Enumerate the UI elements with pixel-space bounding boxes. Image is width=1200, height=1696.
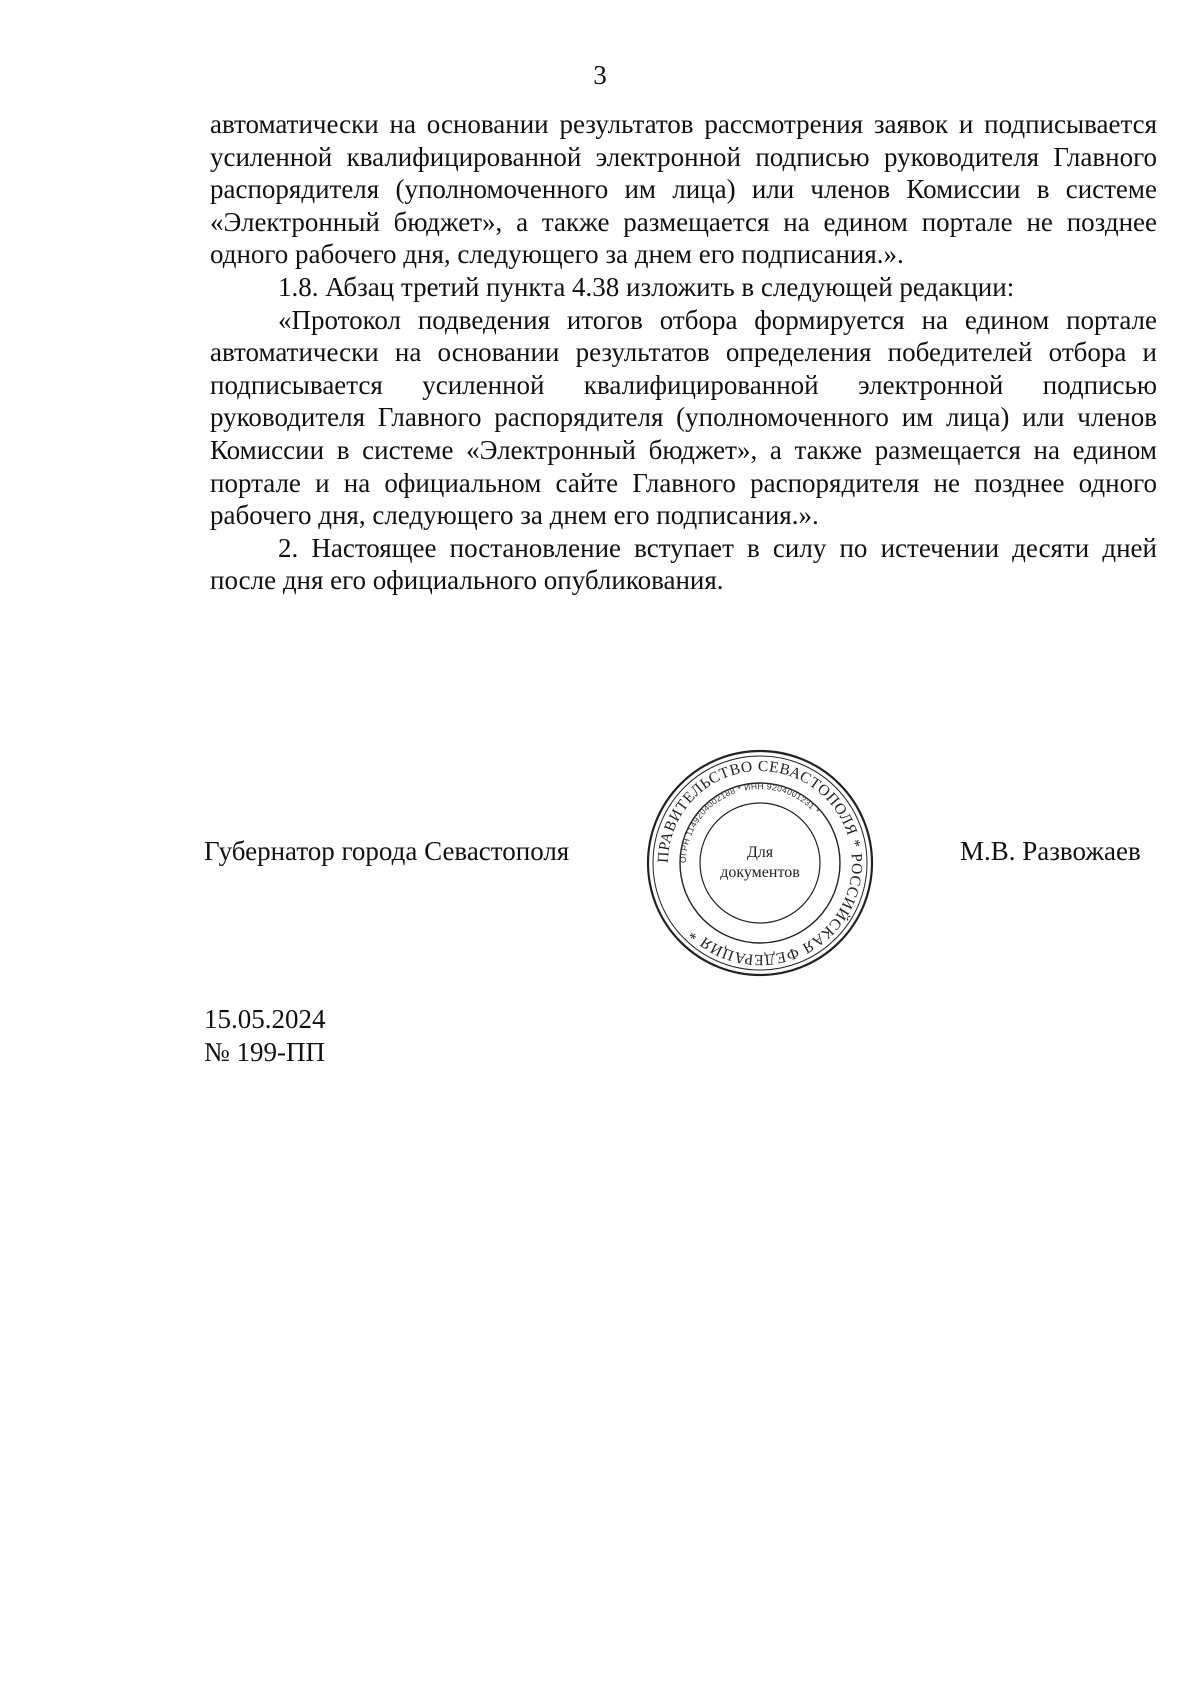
seal-center-line-1: Для bbox=[746, 844, 774, 861]
document-date: 15.05.2024 bbox=[204, 1004, 326, 1034]
seal-center-line-2: документов bbox=[720, 864, 800, 881]
signatory-name: М.В. Развожаев bbox=[960, 836, 1141, 866]
paragraph-quote-protocol: «Протокол подведения итогов отбора формируется на едином портале автоматически на основании результатов определения победителей отбора и подписывается усиленной квалифицированной электронной подписью руководителя Главного распорядителя (уполномоченного им лица) или членов Комиссии в системе «Электронный бюджет», а также размещается на едином портале и на официальном сайте Главного распорядителя не позднее одного рабочего дня, следующего за днем его подписания.». bbox=[210, 304, 1157, 531]
paragraph-continuation: автоматически на основании результатов рассмотрения заявок и подписывается усиленной квалифицированной электронной подписью руководителя Главного распорядителя (уполномоченного им лица) или членов Комиссии в системе «Электронный бюджет», а также размещается на едином портале не позднее одного рабочего дня, следующего за днем его подписания.». bbox=[210, 109, 1157, 270]
seal-inner-text: ОГРН 1149204002188 * ИНН 9204001231 * bbox=[677, 780, 822, 864]
official-seal bbox=[644, 747, 876, 979]
signatory-position: Губернатор города Севастополя bbox=[204, 836, 570, 866]
seal-outer-text: ПРАВИТЕЛЬСТВО СЕВАСТОПОЛЯ * РОССИЙСКАЯ ФЕДЕРАЦИЯ * bbox=[654, 757, 866, 969]
page-number: 3 bbox=[593, 60, 607, 90]
paragraph-item-2: 2. Настоящее постановление вступает в силу по истечении десяти дней после дня его официального опубликования. bbox=[210, 532, 1157, 596]
document-number: № 199-ПП bbox=[204, 1037, 325, 1067]
seal-stamp-icon bbox=[644, 747, 876, 979]
paragraph-item-1-8: 1.8. Абзац третий пункта 4.38 изложить в следующей редакции: bbox=[278, 271, 1015, 302]
document-body bbox=[210, 108, 1157, 597]
